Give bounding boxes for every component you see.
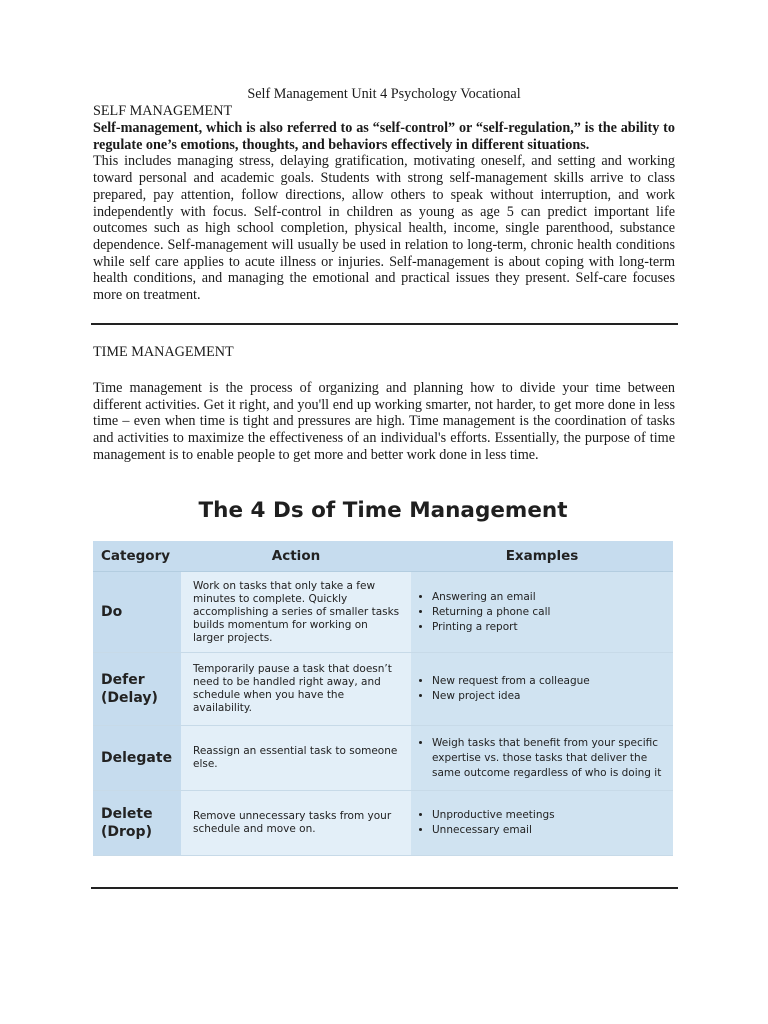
table-row xyxy=(93,726,673,791)
action-cell: Work on tasks that only take a few minutes to complete. Quickly accomplishing a series of smaller tasks builds momentum for working on larger projects. xyxy=(181,572,411,653)
category-cell: Defer (Delay) xyxy=(93,653,181,726)
time-management-heading: TIME MANAGEMENT xyxy=(93,344,234,360)
header-examples: Examples xyxy=(411,541,673,572)
action-cell: Reassign an essential task to someone else. xyxy=(181,726,411,791)
examples-list xyxy=(419,736,665,781)
examples-list xyxy=(419,808,665,838)
list-item: • Unproductive meetings xyxy=(432,808,665,823)
list-item: • New project idea xyxy=(432,689,665,704)
action-cell: Temporarily pause a task that doesn’t need to be handled right away, and schedule when you have the availability. xyxy=(181,653,411,726)
bottom-divider xyxy=(91,887,678,889)
examples-list xyxy=(419,590,665,635)
examples-cell xyxy=(411,572,673,653)
action-cell: Remove unnecessary tasks from your schedule and move on. xyxy=(181,791,411,856)
table-row xyxy=(93,572,673,653)
examples-cell xyxy=(411,791,673,856)
table-row xyxy=(93,791,673,856)
self-management-body: This includes managing stress, delaying gratification, motivating oneself, and setting and working toward personal and academic goals. Students with strong self-management skills arrive to class prepared, pay attention, follow directions, allow others to speak without interruption, and work independently with focus. Self-control in children as young as age 5 can predict important life outcomes such as high school completion, physical health, income, single parenthood, substance dependence. Self-management will usually be used in relation to long-term, chronic health conditions while self care applies to acute illness or injuries. Self-management is about coping with long-term health conditions, and managing the emotional and practical issues they present. Self-care focuses more on treatment. xyxy=(93,153,675,304)
header-category: Category xyxy=(93,541,181,572)
self-management-section xyxy=(93,86,675,304)
list-item: • Printing a report xyxy=(432,620,665,635)
category-cell: Delegate xyxy=(93,726,181,791)
list-item: • Weigh tasks that benefit from your specific expertise vs. those tasks that deliver the same outcome regardless of who is doing it xyxy=(432,736,665,781)
category-cell: Do xyxy=(93,572,181,653)
self-management-heading: SELF MANAGEMENT xyxy=(93,103,233,119)
document-title: Self Management Unit 4 Psychology Vocational xyxy=(247,86,521,102)
examples-cell xyxy=(411,726,673,791)
list-item: • Unnecessary email xyxy=(432,823,665,838)
table-row xyxy=(93,653,673,726)
examples-list xyxy=(419,674,665,704)
table-header-row xyxy=(93,541,673,572)
list-item: • Returning a phone call xyxy=(432,605,665,620)
self-management-definition: Self-management, which is also referred to as “self-control” or “self-regulation,” is the ability to regulate one’s emotions, thoughts, and behaviors effectively in different situations. xyxy=(93,120,675,153)
list-item: • Answering an email xyxy=(432,590,665,605)
four-ds-infographic xyxy=(93,495,673,840)
infographic-title: The 4 Ds of Time Management xyxy=(198,498,568,523)
section-divider xyxy=(91,323,678,325)
list-item: • New request from a colleague xyxy=(432,674,665,689)
time-management-body: Time management is the process of organizing and planning how to divide your time between different activities. Get it right, and you'll end up working smarter, not harder, to get more done in less time – even when time is tight and pressures are high. Time management is the coordination of tasks and activities to maximize the effectiveness of an individual's efforts. Essentially, the purpose of time management is to enable people to get more and better work done in less time. xyxy=(93,380,675,463)
category-cell: Delete (Drop) xyxy=(93,791,181,856)
four-ds-table xyxy=(93,541,673,856)
header-action: Action xyxy=(181,541,411,572)
examples-cell xyxy=(411,653,673,726)
